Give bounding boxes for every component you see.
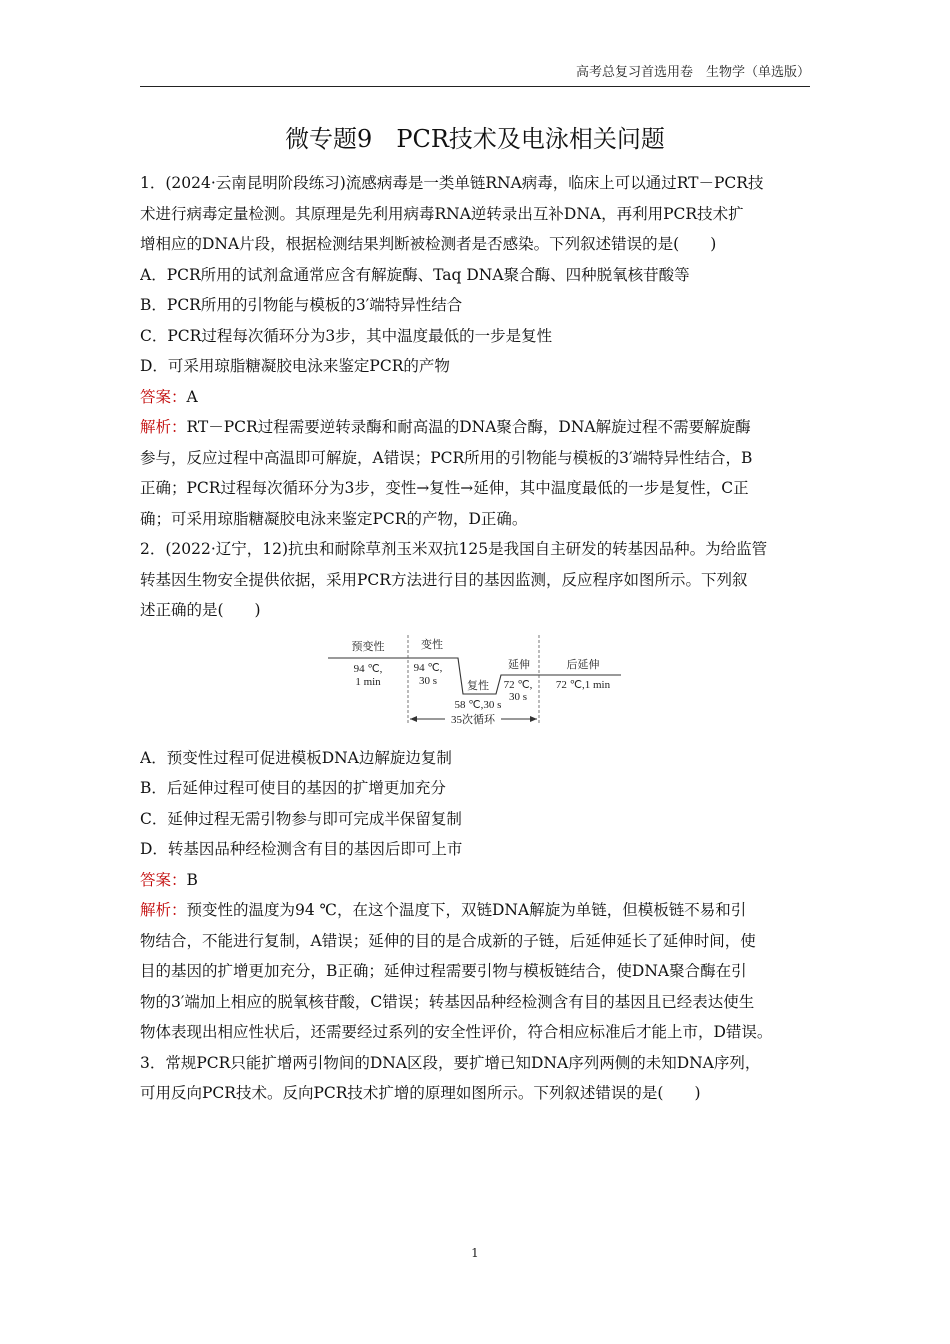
question-1-analysis-line: 确；可采用琼脂糖凝胶电泳来鉴定PCR的产物，D正确。 bbox=[140, 509, 528, 528]
question-2-option-d: D．转基因品种经检测含有目的基因后即可上市 bbox=[140, 840, 463, 858]
page-title: 微专题9 PCR技术及电泳相关问题 bbox=[285, 125, 665, 153]
answer-label: 答案： bbox=[140, 870, 187, 889]
label-pre-denature-time: 1 min bbox=[355, 675, 381, 688]
label-extend-time: 30 s bbox=[508, 690, 528, 703]
label-denature: 变性 bbox=[421, 638, 443, 651]
pcr-program-diagram bbox=[328, 631, 628, 735]
question-1-option-d: D．可采用琼脂糖凝胶电泳来鉴定PCR的产物 bbox=[140, 357, 450, 375]
analysis-label: 解析： bbox=[140, 901, 187, 919]
label-extend-temp: 72 ℃, bbox=[503, 678, 533, 691]
question-2-analysis-line bbox=[140, 895, 812, 926]
question-2-stem-line: 转基因生物安全提供依据，采用PCR方法进行目的基因监测，反应程序如图所示。下列叙 bbox=[140, 570, 748, 589]
header-text: 高考总复习首选用卷 生物学（单选版） bbox=[575, 65, 810, 80]
label-cycles: 35次循环 bbox=[451, 713, 495, 726]
document-body bbox=[140, 168, 812, 1109]
question-2-stem-line: 2．(2022·辽宁，12)抗虫和耐除草剂玉米双抗125是我国自主研发的转基因品种。为给监管 bbox=[140, 540, 768, 558]
question-2-answer bbox=[140, 865, 812, 896]
arrowhead-left-icon bbox=[410, 716, 417, 722]
answer-label: 答案： bbox=[140, 387, 187, 406]
label-anneal: 复性 bbox=[467, 679, 489, 692]
question-1-option-c: C．PCR过程每次循环分为3步，其中温度最低的一步是复性 bbox=[140, 326, 553, 345]
question-1-analysis-line bbox=[140, 412, 812, 443]
question-1-stem-line: 增相应的DNA片段，根据检测结果判断被检测者是否感染。下列叙述错误的是( ) bbox=[140, 235, 717, 253]
label-pre-denature: 预变性 bbox=[351, 640, 385, 653]
question-1 bbox=[140, 168, 812, 534]
label-denature-time: 30 s bbox=[418, 674, 438, 687]
question-1-answer bbox=[140, 382, 812, 413]
question-2-analysis-line: 物结合，不能进行复制，A错误；延伸的目的是合成新的子链，后延伸延长了延伸时间，使 bbox=[140, 931, 756, 950]
pcr-program-figure bbox=[328, 631, 628, 735]
question-3-stem-line: 可用反向PCR技术。反向PCR技术扩增的原理如图所示。下列叙述错误的是( ) bbox=[140, 1084, 701, 1102]
question-1-option-a: A．PCR所用的试剂盒通常应含有解旋酶、Taq DNA聚合酶、四种脱氧核苷酸等 bbox=[140, 265, 690, 284]
question-2-analysis-line: 目的基因的扩增更加充分，B正确；延伸过程需要引物与模板链结合，使DNA聚合酶在引 bbox=[140, 962, 747, 980]
question-2-analysis-line: 物体表现出相应性状后，还需要经过系列的安全性评价，符合相应标准后才能上市，D错误。 bbox=[140, 1023, 773, 1041]
question-3 bbox=[140, 1048, 812, 1109]
analysis-label: 解析： bbox=[140, 418, 187, 436]
page-number: 1 bbox=[471, 1246, 479, 1260]
label-pre-denature-temp: 94 ℃, bbox=[353, 662, 383, 675]
label-denature-temp: 94 ℃, bbox=[413, 661, 443, 674]
question-2-option-a: A．预变性过程可促进模板DNA边解旋边复制 bbox=[140, 748, 452, 767]
label-post-extend-cond: 72 ℃,1 min bbox=[555, 678, 611, 691]
label-anneal-cond: 58 ℃,30 s bbox=[454, 698, 502, 711]
question-2-option-c: C．延伸过程无需引物参与即可完成半保留复制 bbox=[140, 809, 462, 828]
label-extend: 延伸 bbox=[508, 658, 530, 671]
question-3-stem-line: 3．常规PCR只能扩增两引物间的DNA区段，要扩增已知DNA序列两侧的未知DNA序列， bbox=[140, 1053, 761, 1072]
arrowhead-right-icon bbox=[530, 716, 537, 722]
analysis-text: 预变性的温度为94 ℃，在这个温度下，双链DNA解旋为单链，但模板链不易和引 bbox=[186, 901, 747, 919]
question-1-analysis-line: 正确；PCR过程每次循环分为3步，变性→复性→延伸，其中温度最低的一步是复性，C正 bbox=[140, 479, 749, 497]
question-1-analysis-line: 参与，反应过程中高温即可解旋，A错误；PCR所用的引物能与模板的3′端特异性结合，B bbox=[140, 448, 753, 467]
question-1-stem-line: 1．(2024·云南昆明阶段练习)流感病毒是一类单链RNA病毒，临床上可以通过RT－PCR技 bbox=[140, 174, 764, 192]
question-2 bbox=[140, 534, 812, 1048]
label-post-extend: 后延伸 bbox=[566, 658, 600, 671]
answer-value: A bbox=[186, 387, 198, 406]
analysis-text: RT－PCR过程需要逆转录酶和耐高温的DNA聚合酶，DNA解旋过程不需要解旋酶 bbox=[186, 418, 751, 436]
question-2-stem-line: 述正确的是( ) bbox=[140, 601, 261, 619]
question-1-stem-line: 术进行病毒定量检测。其原理是先利用病毒RNA逆转录出互补DNA，再利用PCR技术扩 bbox=[140, 204, 744, 223]
question-2-option-b: B．后延伸过程可使目的基因的扩增更加充分 bbox=[140, 779, 446, 797]
question-1-option-b: B．PCR所用的引物能与模板的3′端特异性结合 bbox=[140, 296, 463, 314]
page-header bbox=[140, 62, 810, 87]
answer-value: B bbox=[186, 870, 198, 889]
question-2-analysis-line: 物的3′端加上相应的脱氧核苷酸，C错误；转基因品种经检测含有目的基因且已经表达使生 bbox=[140, 992, 755, 1011]
